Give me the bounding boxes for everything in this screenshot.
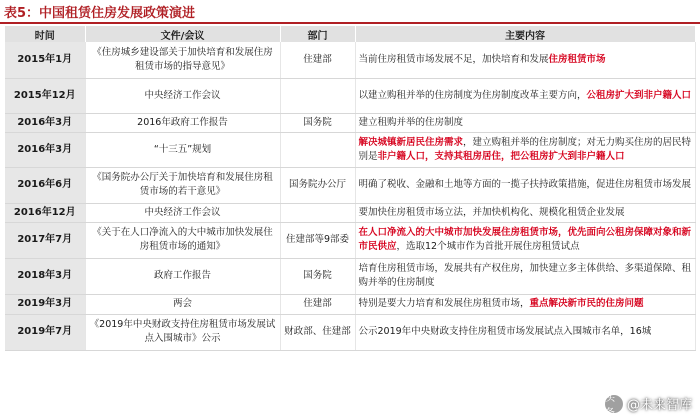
cell-doc: 《2019年中央财政支持住房租赁市场发展试点入围城市》公示	[85, 314, 280, 350]
table-row	[5, 113, 695, 132]
watermark-text: @未来智库	[626, 398, 692, 413]
cell-dept: 住建部等9部委	[280, 222, 355, 258]
highlight-text: 重点解决新市民的住房问题	[529, 298, 644, 309]
cell-doc: 中央经济工作会议	[85, 203, 280, 222]
header-doc: 文件/会议	[85, 26, 280, 42]
table-body	[5, 42, 695, 350]
content-text: 以建立购租并举的住房制度为住房制度改革主要方向，	[358, 89, 587, 101]
cell-content	[355, 78, 695, 113]
content-text: ，建立购租并举的住房制度；对无力购买住房的居民特别是	[358, 136, 692, 162]
cell-dept: 财政部、住建部	[280, 314, 355, 350]
cell-time: 2019年7月	[5, 314, 85, 350]
highlight-text: 在人口净流入的大中城市加快发展住房租赁市场，优先面向公租房保障对象和新市民供应	[358, 227, 692, 252]
cell-dept	[280, 203, 355, 222]
cell-dept: 住建部	[280, 294, 355, 314]
header-content: 主要内容	[355, 26, 695, 42]
toutiao-logo-icon: 头条	[605, 395, 623, 413]
table-row	[5, 314, 695, 350]
cell-time: 2016年3月	[5, 113, 85, 132]
page-title: 表5：中国租赁住房发展政策演进	[4, 5, 196, 21]
highlight-text: 住房租赁市场	[548, 53, 606, 65]
highlight-text: 公租房扩大到非户籍人口	[586, 89, 692, 101]
header-dept: 部门	[280, 26, 355, 42]
highlight-text: 解决城镇新居民住房需求	[358, 136, 464, 148]
cell-doc: 《关于在人口净流入的大中城市加快发展住房租赁市场的通知》	[85, 222, 280, 258]
cell-content	[355, 294, 695, 314]
table-row	[5, 258, 695, 294]
cell-time: 2016年6月	[5, 167, 85, 203]
cell-dept: 国务院办公厅	[280, 167, 355, 203]
cell-time: 2016年12月	[5, 203, 85, 222]
header-time: 时间	[5, 26, 85, 42]
content-text: ，选取12个城市作为首批开展住房租赁试点	[396, 241, 580, 252]
cell-doc: 《国务院办公厅关于加快培育和发展住房租赁市场的若干意见》	[85, 167, 280, 203]
cell-doc: 政府工作报告	[85, 258, 280, 294]
table-row	[5, 78, 695, 113]
cell-content	[355, 203, 695, 222]
content-text: 建立租购并举的住房制度	[358, 116, 464, 128]
table-row	[5, 203, 695, 222]
cell-content	[355, 167, 695, 203]
table-header-row	[5, 26, 695, 42]
table-row	[5, 42, 695, 78]
policy-table	[5, 26, 696, 351]
cell-time: 2016年3月	[5, 132, 85, 167]
content-text: 当前住房租赁市场发展不足，加快培育和发展	[358, 53, 549, 65]
content-text: 特别是要大力培育和发展住房租赁市场，	[358, 298, 530, 309]
cell-dept	[280, 132, 355, 167]
cell-content	[355, 222, 695, 258]
highlight-text: 非户籍人口，支持其租房居住，把公租房扩大到非户籍人口	[377, 150, 625, 162]
watermark	[604, 392, 692, 419]
cell-content	[355, 42, 695, 78]
cell-dept	[280, 78, 355, 113]
content-text: 公示2019年中央财政支持住房租赁市场发展试点入围城市名单，16城	[358, 326, 652, 337]
cell-content	[355, 113, 695, 132]
cell-time: 2015年1月	[5, 42, 85, 78]
cell-doc: “十三五”规划	[85, 132, 280, 167]
cell-content	[355, 132, 695, 167]
cell-dept: 国务院	[280, 258, 355, 294]
title-bar	[0, 0, 700, 24]
cell-time: 2015年12月	[5, 78, 85, 113]
cell-dept: 住建部	[280, 42, 355, 78]
cell-doc: 《住房城乡建设部关于加快培育和发展住房租赁市场的指导意见》	[85, 42, 280, 78]
content-text: 明确了税收、金融和土地等方面的一揽子扶持政策措施，促进住房租赁市场发展	[358, 179, 692, 190]
cell-time: 2017年7月	[5, 222, 85, 258]
table-row	[5, 294, 695, 314]
cell-content	[355, 314, 695, 350]
content-text: 要加快住房租赁市场立法，并加快机构化、规模化租赁企业发展	[358, 206, 625, 218]
cell-doc: 2016年政府工作报告	[85, 113, 280, 132]
table-row	[5, 132, 695, 167]
table-row	[5, 167, 695, 203]
cell-doc: 中央经济工作会议	[85, 78, 280, 113]
cell-content	[355, 258, 695, 294]
cell-dept: 国务院	[280, 113, 355, 132]
table-row	[5, 222, 695, 258]
content-text: 培育住房租赁市场，发展共有产权住房，加快建立多主体供给、多渠道保障、租购并举的住房制度	[358, 263, 692, 288]
cell-doc: 两会	[85, 294, 280, 314]
cell-time: 2019年3月	[5, 294, 85, 314]
cell-time: 2018年3月	[5, 258, 85, 294]
